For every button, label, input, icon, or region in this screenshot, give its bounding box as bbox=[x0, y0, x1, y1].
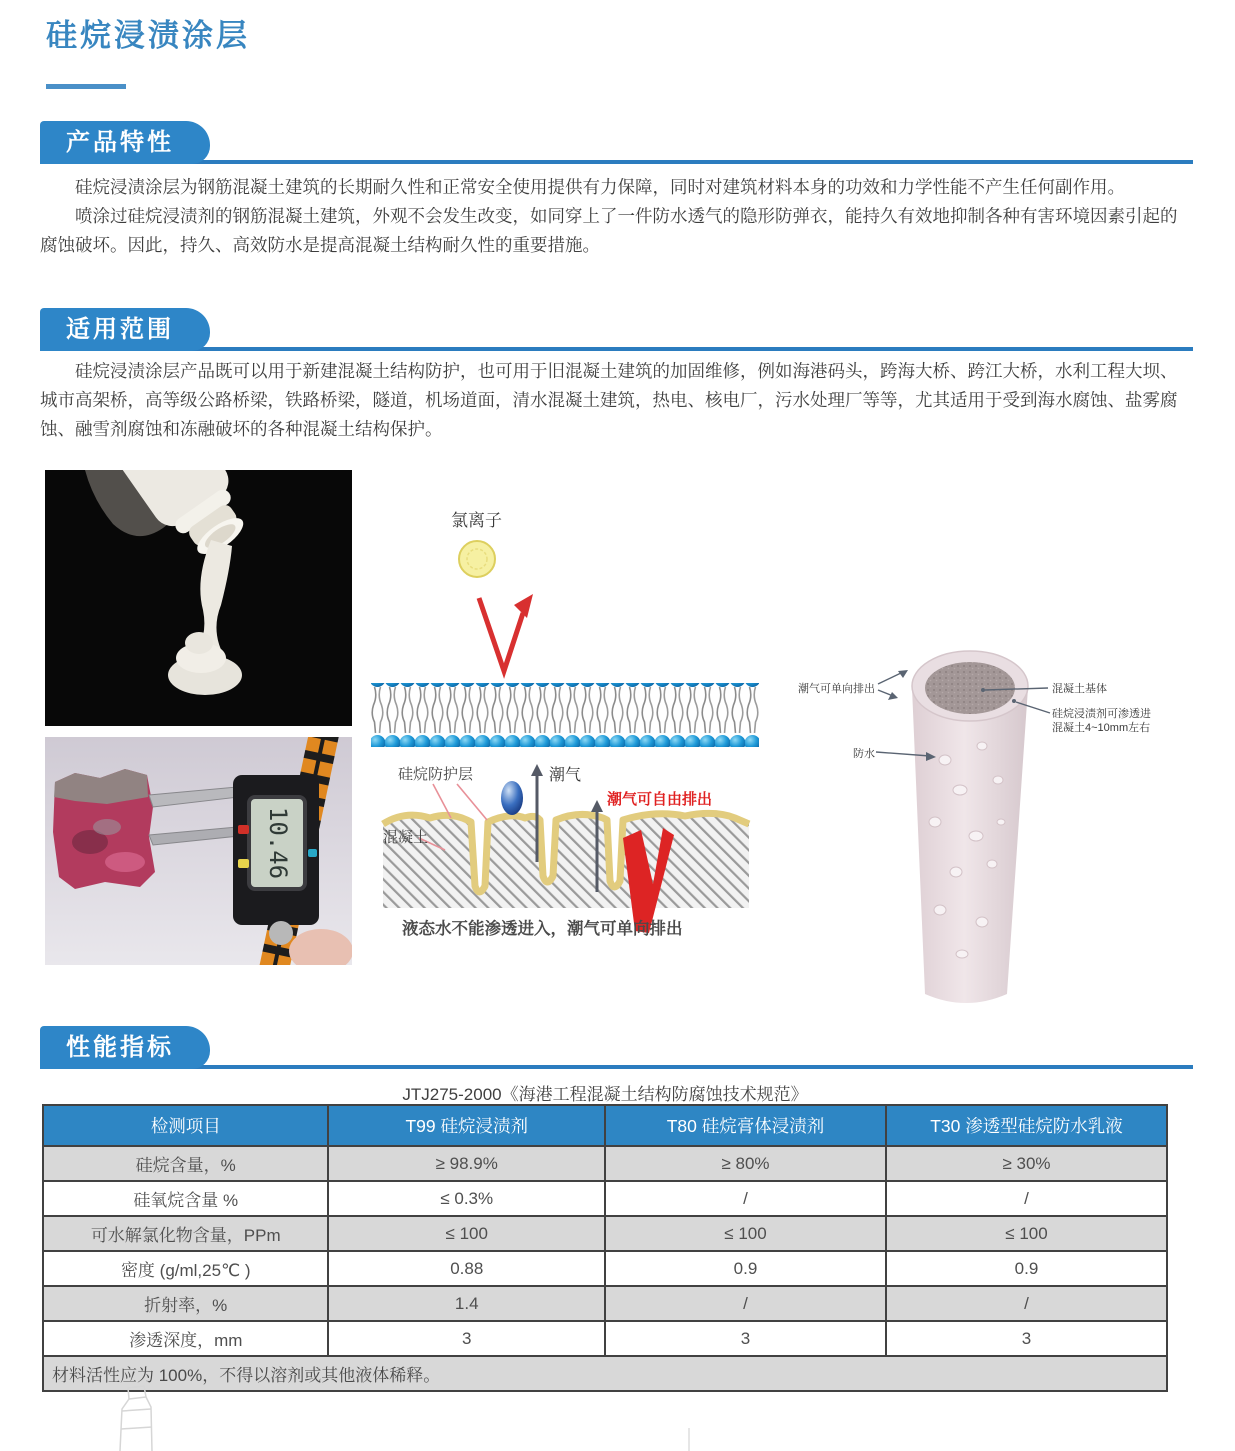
row-label: 折射率，% bbox=[43, 1286, 328, 1321]
penetration-label-line2: 混凝土4~10mm左右 bbox=[1052, 722, 1151, 734]
concrete-cross-section bbox=[383, 813, 749, 908]
table-cell: ≤ 0.3% bbox=[328, 1181, 605, 1216]
waterproof-label: 防水 bbox=[853, 748, 875, 760]
faint-bottle-sketch bbox=[106, 1385, 166, 1451]
table-cell: 0.9 bbox=[886, 1251, 1167, 1286]
table-cell: ≥ 80% bbox=[605, 1146, 886, 1181]
table-caption: JTJ275-2000《海港工程混凝土结构防腐蚀技术规范》 bbox=[402, 1085, 808, 1104]
table-cell: ≤ 100 bbox=[328, 1216, 605, 1251]
caliper-photo-graphic bbox=[45, 737, 352, 965]
table-row-siloxane-content bbox=[43, 1181, 1167, 1216]
section-rule bbox=[40, 160, 1193, 164]
one-way-vapor-label: 潮气可单向排出 bbox=[798, 683, 875, 695]
table-row-silane-content bbox=[43, 1146, 1167, 1181]
table-footnote: 材料活性应为 100%，不得以溶剂或其他液体稀释。 bbox=[43, 1356, 1167, 1391]
cream-blob-shape bbox=[185, 632, 213, 654]
chloride-ion-label: 氯离子 bbox=[451, 511, 502, 530]
table-cell: ≤ 100 bbox=[605, 1216, 886, 1251]
row-label: 密度 (g/ml,25℃ ) bbox=[43, 1251, 328, 1286]
vapor-label: 潮气 bbox=[549, 767, 582, 784]
diagram-concrete-cylinder bbox=[770, 610, 1195, 1005]
moisture-diagram-graphic bbox=[375, 758, 757, 948]
concrete-label: 混凝土 bbox=[383, 829, 429, 846]
table-cell: / bbox=[886, 1181, 1167, 1216]
cylinder-top-face bbox=[925, 662, 1015, 714]
caliper-lcd-value: 10.46 bbox=[264, 806, 292, 880]
table-row-penetration-depth bbox=[43, 1321, 1167, 1356]
table-cell: 0.9 bbox=[605, 1251, 886, 1286]
free-exit-label: 潮气可自由排出 bbox=[607, 791, 713, 808]
caliper-button-yellow bbox=[238, 859, 249, 868]
row-label: 硅氧烷含量 % bbox=[43, 1181, 328, 1216]
features-paragraph-2: 喷涂过硅烷浸渍剂的钢筋混凝土建筑，外观不会发生改变，如同穿上了一件防水透气的隐形防弹衣，能持久有效地抑制各种有害环境因素引起的腐蚀破坏。因此，持久、高效防水是提高混凝土结构耐久性的重要措施。 bbox=[40, 206, 1178, 255]
section-header-performance bbox=[40, 1023, 1193, 1069]
concrete-sample-patch bbox=[93, 819, 121, 835]
col-header-t80: T80 硅烷膏体浸渍剂 bbox=[605, 1105, 886, 1146]
table-cell: ≥ 98.9% bbox=[328, 1146, 605, 1181]
label-pointer-dot bbox=[981, 688, 985, 692]
diagram-moisture-escape bbox=[375, 758, 757, 948]
label-pointer bbox=[878, 672, 903, 684]
scope-text-block bbox=[40, 357, 1193, 444]
water-droplet bbox=[501, 781, 523, 815]
caliper-button-blue bbox=[308, 849, 317, 857]
table-cell: 3 bbox=[328, 1321, 605, 1356]
caliper-thumbwheel bbox=[269, 921, 293, 945]
col-header-test-item: 检测项目 bbox=[43, 1105, 328, 1146]
row-label: 可水解氯化物含量，PPm bbox=[43, 1216, 328, 1251]
row-label: 渗透深度，mm bbox=[43, 1321, 328, 1356]
table-footnote-row bbox=[43, 1356, 1167, 1391]
table-cell: ≤ 100 bbox=[886, 1216, 1167, 1251]
chloride-ion-ball bbox=[459, 541, 495, 577]
substrate-label: 混凝土基体 bbox=[1052, 683, 1107, 695]
table-cell: 1.4 bbox=[328, 1286, 605, 1321]
table-cell: 3 bbox=[605, 1321, 886, 1356]
chloride-diagram-graphic bbox=[370, 478, 760, 748]
vapor-arrowhead bbox=[531, 764, 543, 776]
table-cell: / bbox=[605, 1181, 886, 1216]
label-pointer-dot bbox=[1012, 699, 1016, 703]
scope-paragraph-1: 硅烷浸渍涂层产品既可以用于新建混凝土结构防护，也可用于旧混凝土建筑的加固维修，例如海港码头，跨海大桥、跨江大桥，水利工程大坝、城市高架桥，高等级公路桥梁，铁路桥梁，隧道，机场道面，清水混凝土建筑，热电、核电厂，污水处理厂等等，尤其适用于受到海水腐蚀、盐雾腐蚀、融雪剂腐蚀和冻融破坏的各种混凝土结构保护。 bbox=[40, 361, 1178, 439]
table-row-chloride-content bbox=[43, 1216, 1167, 1251]
performance-table bbox=[42, 1104, 1168, 1392]
features-text-block bbox=[40, 173, 1193, 260]
silane-layer-label: 硅烷防护层 bbox=[398, 766, 474, 783]
vapor-arrowhead bbox=[591, 800, 603, 812]
page-title: 硅烷浸渍涂层 bbox=[46, 18, 250, 53]
cylinder-body bbox=[912, 688, 1028, 1003]
concrete-sample-patch bbox=[105, 852, 145, 872]
features-paragraph-1: 硅烷浸渍涂层为钢筋混凝土建筑的长期耐久性和正常安全使用提供有力保障，同时对建筑材料本身的功效和力学性能不产生任何副作用。 bbox=[75, 177, 1125, 197]
photo-caliper-penetration-depth bbox=[45, 737, 352, 965]
rebound-arrowhead bbox=[514, 594, 533, 618]
caliper-button-red bbox=[238, 825, 249, 834]
table-cell: / bbox=[605, 1286, 886, 1321]
moisture-diagram-caption: 液态水不能渗透进入，潮气可单向排出 bbox=[402, 920, 683, 938]
table-cell: ≥ 30% bbox=[886, 1146, 1167, 1181]
col-header-t30: T30 渗透型硅烷防水乳液 bbox=[886, 1105, 1167, 1146]
section-rule bbox=[40, 347, 1193, 351]
rebound-arrow bbox=[479, 598, 523, 671]
section-badge-performance: 性能指标 bbox=[40, 1026, 210, 1069]
table-cell: / bbox=[886, 1286, 1167, 1321]
title-underline bbox=[46, 84, 126, 89]
table-header-row bbox=[43, 1105, 1167, 1146]
table-cell: 3 bbox=[886, 1321, 1167, 1356]
section-badge-features: 产品特性 bbox=[40, 121, 210, 164]
table-row-density bbox=[43, 1251, 1167, 1286]
section-rule bbox=[40, 1065, 1193, 1069]
cylinder-diagram-graphic bbox=[770, 610, 1195, 1005]
table-row-refractive-index bbox=[43, 1286, 1167, 1321]
diagram-chloride-ion-rebound bbox=[370, 478, 760, 748]
section-header-scope bbox=[40, 305, 1193, 351]
table-cell: 0.88 bbox=[328, 1251, 605, 1286]
col-header-t99: T99 硅烷浸渍剂 bbox=[328, 1105, 605, 1146]
section-header-features bbox=[40, 118, 1193, 164]
photo-silane-cream-pouring bbox=[45, 470, 352, 726]
section-badge-scope: 适用范围 bbox=[40, 308, 210, 351]
label-pointer-arrowhead bbox=[888, 692, 898, 700]
hydrophobic-molecule-row bbox=[371, 683, 759, 747]
row-label: 硅烷含量，% bbox=[43, 1146, 328, 1181]
silane-cream-photo-graphic bbox=[45, 470, 352, 726]
penetration-label-line1: 硅烷浸渍剂可渗透进 bbox=[1052, 708, 1151, 720]
faint-sketch-line bbox=[688, 1428, 690, 1451]
